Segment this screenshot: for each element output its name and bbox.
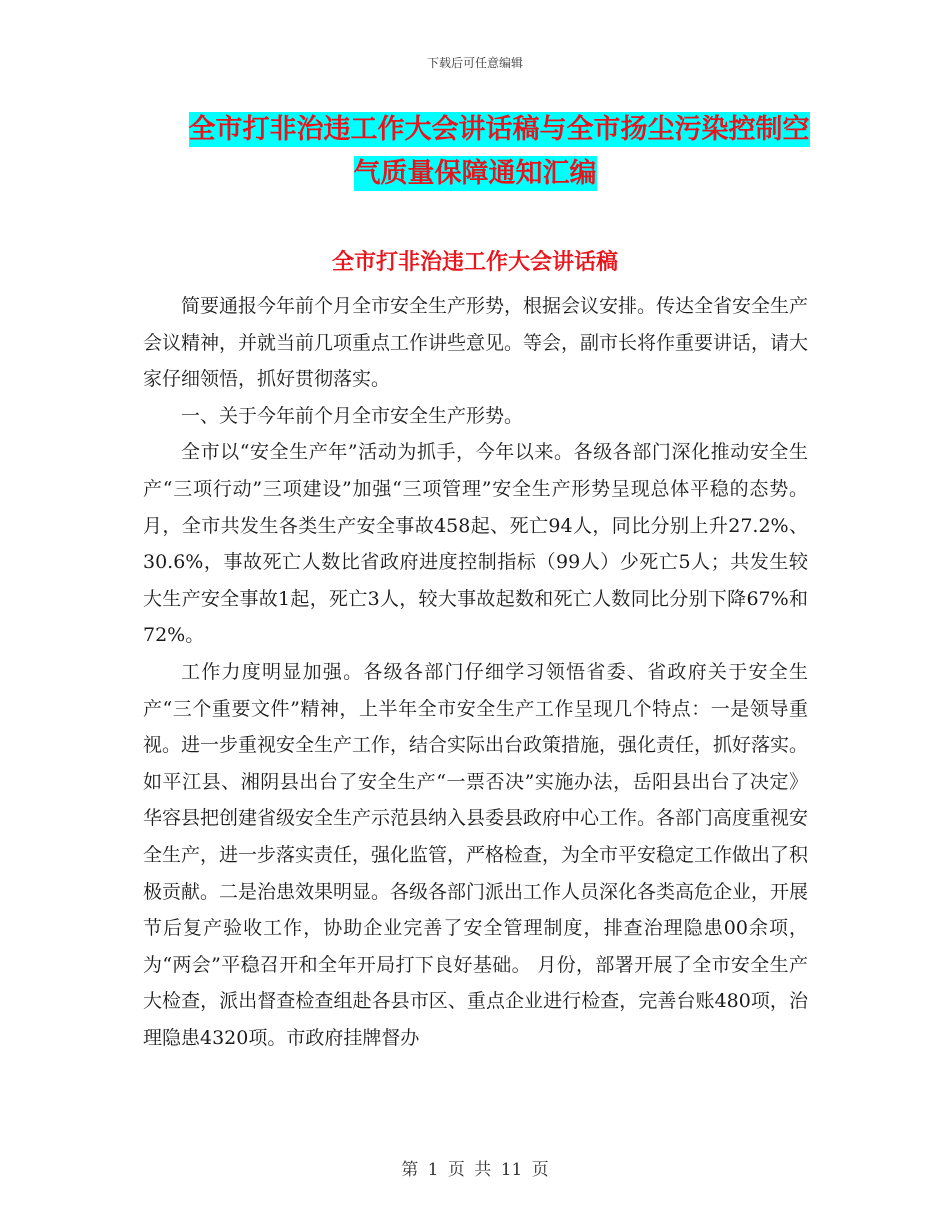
document-title-line-1	[0, 110, 950, 150]
body-paragraph-1: 简要通报今年前个月全市安全生产形势，根据会议安排。传达全省安全生产会议精神，并就当前几项重点工作讲些意见。等会，副市长将作重要讲话，请大家仔细领悟，抓好贯彻落实。	[143, 295, 809, 391]
page-number-footer: 第 1 页 共 11 页	[401, 1160, 549, 1180]
document-title-text-1: 全市打非治违工作大会讲话稿与全市扬尘污染控制空	[188, 114, 810, 145]
body-paragraph-3: 全市以“安全生产年”活动为抓手，今年以来。各级各部门深化推动安全生产“三项行动”三项建设”加强“三项管理”安全生产形势呈现总体平稳的态势。 月，全市共发生各类生产安全事故458起、死亡94人，同比分别上升27.2%、30.6%，事故死亡人数比省政府进度控制指标（99人）少死亡5人；共发生较大生产安全事故1起，死亡3人，较大事故起数和死亡人数同比分别下降67%和72%。	[143, 441, 808, 647]
page-header-note: 下载后可任意编辑	[426, 56, 523, 70]
document-title-text-2: 气质量保障通知汇编	[353, 158, 597, 189]
document-title-line-2	[0, 154, 950, 194]
body-paragraph-4: 工作力度明显加强。各级各部门仔细学习领悟省委、省政府关于安全生产“三个重要文件”精神，上半年全市安全生产工作呈现几个特点：一是领导重视。进一步重视安全生产工作，结合实际出台政策措施，强化责任，抓好落实。如平江县、湘阴县出台了安全生产“一票否决”实施办法，岳阳县出台了决定》华容县把创建省级安全生产示范县纳入县委县政府中心工作。各部门高度重视安全生产，进一步落实责任，强化监管，严格检查，为全市平安稳定工作做出了积极贡献。二是治患效果明显。各级各部门派出工作人员深化各类高危企业，开展节后复产验收工作，协助企业完善了安全管理制度，排查治理隐患00余项，为“两会”平稳召开和全年开局打下良好基础。 月份，部署开展了全市安全生产大检查，派出督查检查组赴各县市区、重点企业进行检查，完善台账480项，治理隐患4320项。市政府挂牌督办	[143, 660, 809, 1049]
body-paragraph-2: 一、关于今年前个月全市安全生产形势。	[181, 404, 524, 427]
document-body	[143, 288, 808, 1056]
section-heading: 全市打非治违工作大会讲话稿	[331, 249, 618, 275]
